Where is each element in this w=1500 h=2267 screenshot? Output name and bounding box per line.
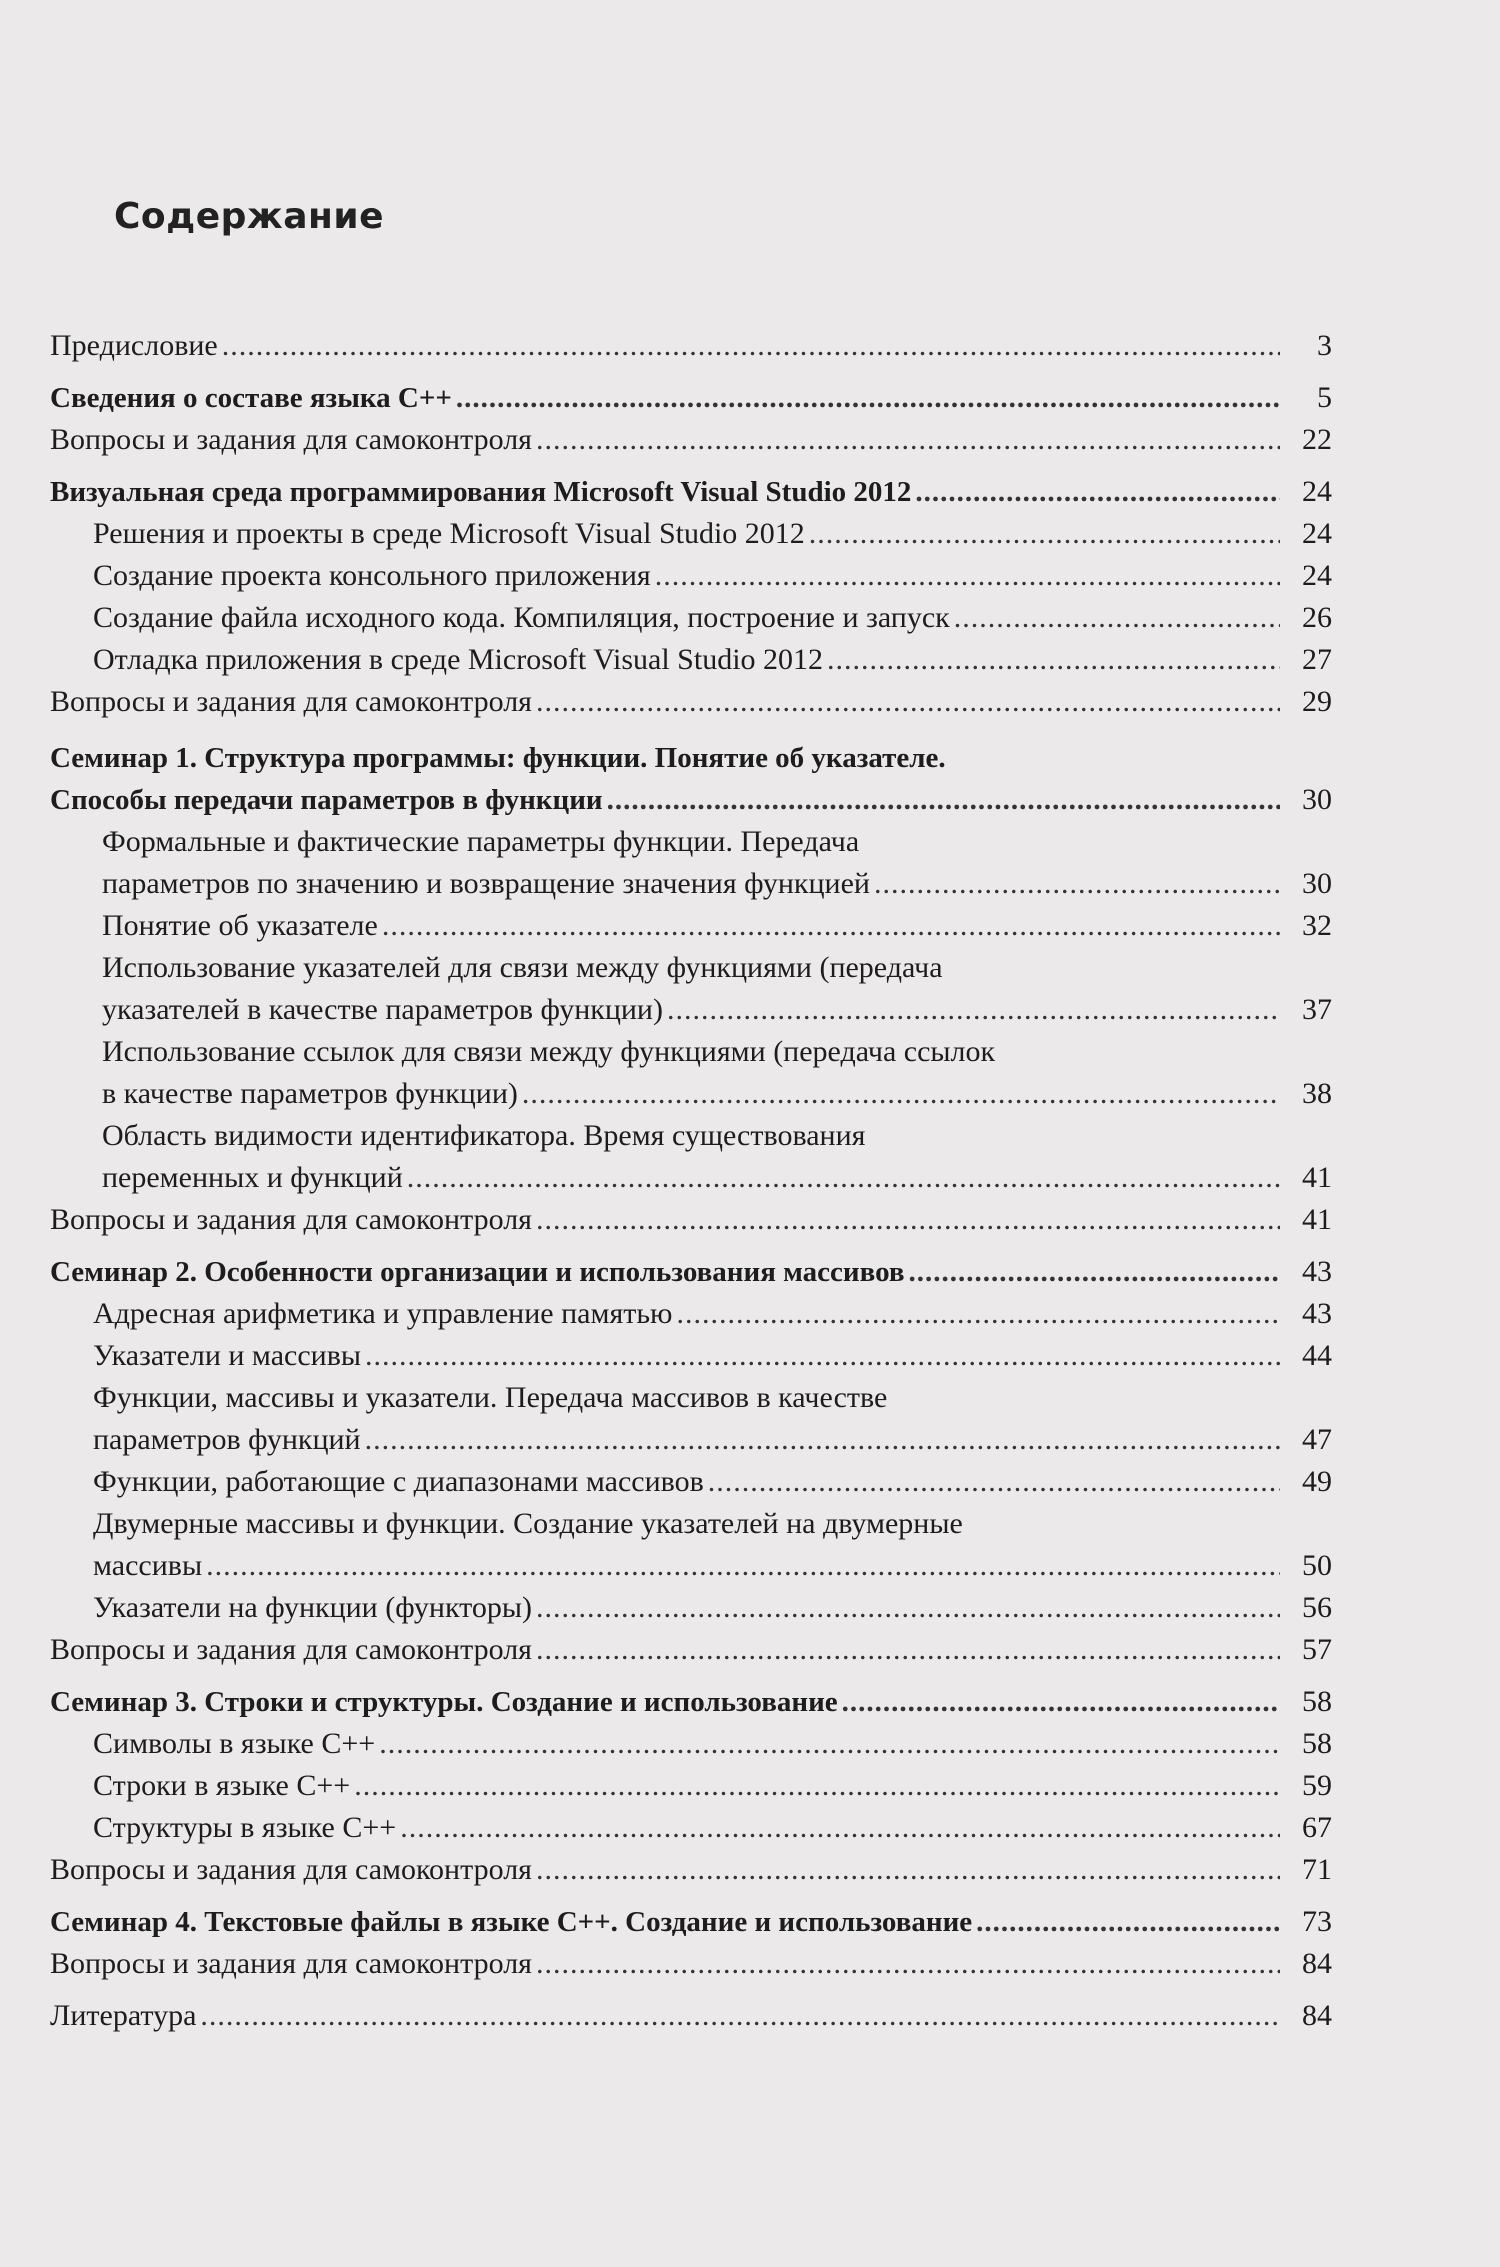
dot-leader (536, 419, 1280, 461)
toc-page-number: 30 (1302, 867, 1332, 900)
dot-leader (536, 1587, 1280, 1629)
toc-entry (50, 377, 1332, 419)
toc-entry-title: Формальные и фактические параметры функции. Передача (102, 825, 860, 858)
toc-page-number: 30 (1302, 783, 1332, 816)
toc-entry (50, 1629, 1332, 1671)
dot-leader (365, 1335, 1280, 1377)
toc-page-number: 58 (1302, 1685, 1332, 1718)
toc-page-number: 24 (1302, 559, 1332, 592)
toc-entry-title: Функции, работающие с диапазонами массивов (93, 1465, 704, 1498)
toc-page-number: 56 (1302, 1591, 1332, 1624)
toc-entry (50, 1031, 1332, 1115)
dot-leader (536, 1199, 1280, 1241)
toc-entry (50, 1503, 1332, 1587)
toc-entry (50, 821, 1332, 905)
toc-page-number: 32 (1302, 909, 1332, 942)
dot-leader (382, 905, 1280, 947)
toc-page-number: 57 (1302, 1633, 1332, 1666)
toc-page-number: 24 (1302, 475, 1332, 508)
toc-entry (50, 681, 1332, 723)
toc-entry-title: Структуры в языке C++ (93, 1811, 397, 1844)
dot-leader (536, 681, 1280, 723)
dot-leader (827, 639, 1280, 681)
toc-page-number: 43 (1302, 1297, 1332, 1330)
toc-entry (50, 1115, 1332, 1199)
dot-leader (954, 597, 1280, 639)
dot-leader (676, 1293, 1280, 1335)
dot-leader (407, 1157, 1280, 1199)
dot-leader (708, 1461, 1280, 1503)
page-title: Содержание (114, 196, 385, 237)
toc-entry (50, 639, 1332, 681)
toc-entry-title: Указатели и массивы (93, 1339, 362, 1372)
toc-entry (50, 1943, 1332, 1985)
toc-page-number: 3 (1317, 329, 1332, 362)
toc-entry (50, 325, 1332, 367)
toc-entry (50, 555, 1332, 597)
toc-page-number: 38 (1302, 1077, 1332, 1110)
toc-entry (50, 1681, 1332, 1723)
toc-entry (50, 737, 1332, 821)
toc-entry (50, 419, 1332, 461)
toc-page-number: 41 (1302, 1161, 1332, 1194)
toc-entry (50, 1199, 1332, 1241)
toc-page-number: 43 (1302, 1255, 1332, 1288)
toc-entry-title: Семинар 3. Строки и структуры. Создание и использование (50, 1686, 838, 1718)
toc-entry-title: Использование ссылок для связи между функциями (передача ссылок (102, 1035, 996, 1068)
dot-leader (200, 1995, 1280, 2037)
toc-entry-title: Строки в языке C++ (93, 1769, 351, 1802)
toc-page-number: 27 (1302, 643, 1332, 676)
toc-entry-title-continued: параметров по значению и возвращение значения функцией (102, 867, 870, 900)
toc-page-number: 22 (1302, 423, 1332, 456)
table-of-contents (50, 325, 1332, 2037)
dot-leader (536, 1849, 1280, 1891)
toc-entry-title: Создание файла исходного кода. Компиляция, построение и запуск (93, 601, 950, 634)
toc-entry-title: Символы в языке C++ (93, 1727, 376, 1760)
dot-leader (365, 1419, 1280, 1461)
toc-entry-title: Использование указателей для связи между функциями (передача (102, 951, 943, 984)
toc-page-number: 47 (1302, 1423, 1332, 1456)
dot-leader (536, 1629, 1280, 1671)
dot-leader (354, 1765, 1280, 1807)
toc-entry (50, 1765, 1332, 1807)
dot-leader (976, 1901, 1280, 1943)
toc-entry (50, 471, 1332, 513)
toc-entry (50, 905, 1332, 947)
toc-entry (50, 1335, 1332, 1377)
toc-page-number: 26 (1302, 601, 1332, 634)
toc-page-number: 84 (1302, 1999, 1332, 2032)
toc-entry-title: Отладка приложения в среде Microsoft Visual Studio 2012 (93, 643, 824, 676)
dot-leader (667, 989, 1280, 1031)
toc-entry-title: Вопросы и задания для самоконтроля (50, 1853, 532, 1886)
toc-page-number: 24 (1302, 517, 1332, 550)
toc-entry-title: Решения и проекты в среде Microsoft Visual Studio 2012 (93, 517, 805, 550)
toc-entry-title: Вопросы и задания для самоконтроля (50, 685, 532, 718)
toc-entry (50, 1587, 1332, 1629)
toc-entry-title: Функции, массивы и указатели. Передача массивов в качестве (93, 1381, 888, 1414)
toc-entry-title: Семинар 1. Структура программы: функции. Понятие об указателе. (50, 742, 946, 774)
dot-leader (379, 1723, 1280, 1765)
toc-page-number: 29 (1302, 685, 1332, 718)
toc-entry-title: Адресная арифметика и управление памятью (93, 1297, 673, 1330)
toc-entry (50, 513, 1332, 555)
toc-entry (50, 597, 1332, 639)
dot-leader (842, 1681, 1280, 1723)
toc-entry-title: Литература (50, 1999, 197, 2032)
dot-leader (522, 1073, 1280, 1115)
toc-entry (50, 1377, 1332, 1461)
toc-entry-title-continued: переменных и функций (102, 1161, 403, 1194)
dot-leader (456, 377, 1280, 419)
toc-entry-title: Предисловие (50, 329, 218, 362)
toc-entry-title: Визуальная среда программирования Microsoft Visual Studio 2012 (50, 476, 912, 508)
toc-entry-title: Вопросы и задания для самоконтроля (50, 1947, 532, 1980)
dot-leader (655, 555, 1280, 597)
dot-leader (206, 1545, 1280, 1587)
toc-entry-title-continued: массивы (93, 1549, 203, 1582)
dot-leader (915, 471, 1280, 513)
dot-leader (536, 1943, 1280, 1985)
toc-entry-title: Указатели на функции (функторы) (93, 1591, 533, 1624)
dot-leader (222, 325, 1280, 367)
toc-page-number: 44 (1302, 1339, 1332, 1372)
toc-entry (50, 1995, 1332, 2037)
dot-leader (607, 779, 1280, 821)
toc-entry (50, 1807, 1332, 1849)
toc-entry-title-continued: параметров функций (93, 1423, 361, 1456)
toc-entry (50, 1461, 1332, 1503)
dot-leader (909, 1251, 1280, 1293)
toc-entry-title-continued: Способы передачи параметров в функции (50, 784, 603, 816)
toc-entry (50, 1723, 1332, 1765)
toc-entry-title: Понятие об указателе (102, 909, 378, 942)
toc-page-number: 73 (1302, 1905, 1332, 1938)
toc-entry-title-continued: в качестве параметров функции) (102, 1077, 518, 1110)
toc-entry-title: Вопросы и задания для самоконтроля (50, 1633, 532, 1666)
toc-page-number: 50 (1302, 1549, 1332, 1582)
toc-page-number: 49 (1302, 1465, 1332, 1498)
toc-page-number: 59 (1302, 1769, 1332, 1802)
toc-entry-title: Вопросы и задания для самоконтроля (50, 1203, 532, 1236)
dot-leader (400, 1807, 1280, 1849)
dot-leader (809, 513, 1280, 555)
toc-page-number: 71 (1302, 1853, 1332, 1886)
toc-page-number: 84 (1302, 1947, 1332, 1980)
toc-page-number: 58 (1302, 1727, 1332, 1760)
toc-page-number: 67 (1302, 1811, 1332, 1844)
toc-entry-title: Семинар 4. Текстовые файлы в языке C++. Создание и использование (50, 1906, 973, 1938)
toc-entry-title: Область видимости идентификатора. Время существования (102, 1119, 866, 1152)
toc-entry (50, 1251, 1332, 1293)
toc-page-number: 37 (1302, 993, 1332, 1026)
toc-entry-title: Семинар 2. Особенности организации и использования массивов (50, 1256, 905, 1288)
toc-entry-title: Двумерные массивы и функции. Создание указателей на двумерные (93, 1507, 963, 1540)
toc-entry (50, 1293, 1332, 1335)
toc-entry (50, 1901, 1332, 1943)
toc-entry (50, 947, 1332, 1031)
dot-leader (874, 863, 1280, 905)
toc-entry-title-continued: указателей в качестве параметров функции) (102, 993, 663, 1026)
toc-entry-title: Вопросы и задания для самоконтроля (50, 423, 532, 456)
toc-page-number: 41 (1302, 1203, 1332, 1236)
toc-entry-title: Создание проекта консольного приложения (93, 559, 651, 592)
toc-entry-title: Сведения о составе языка C++ (50, 382, 452, 414)
toc-entry (50, 1849, 1332, 1891)
toc-page-number: 5 (1317, 381, 1332, 414)
